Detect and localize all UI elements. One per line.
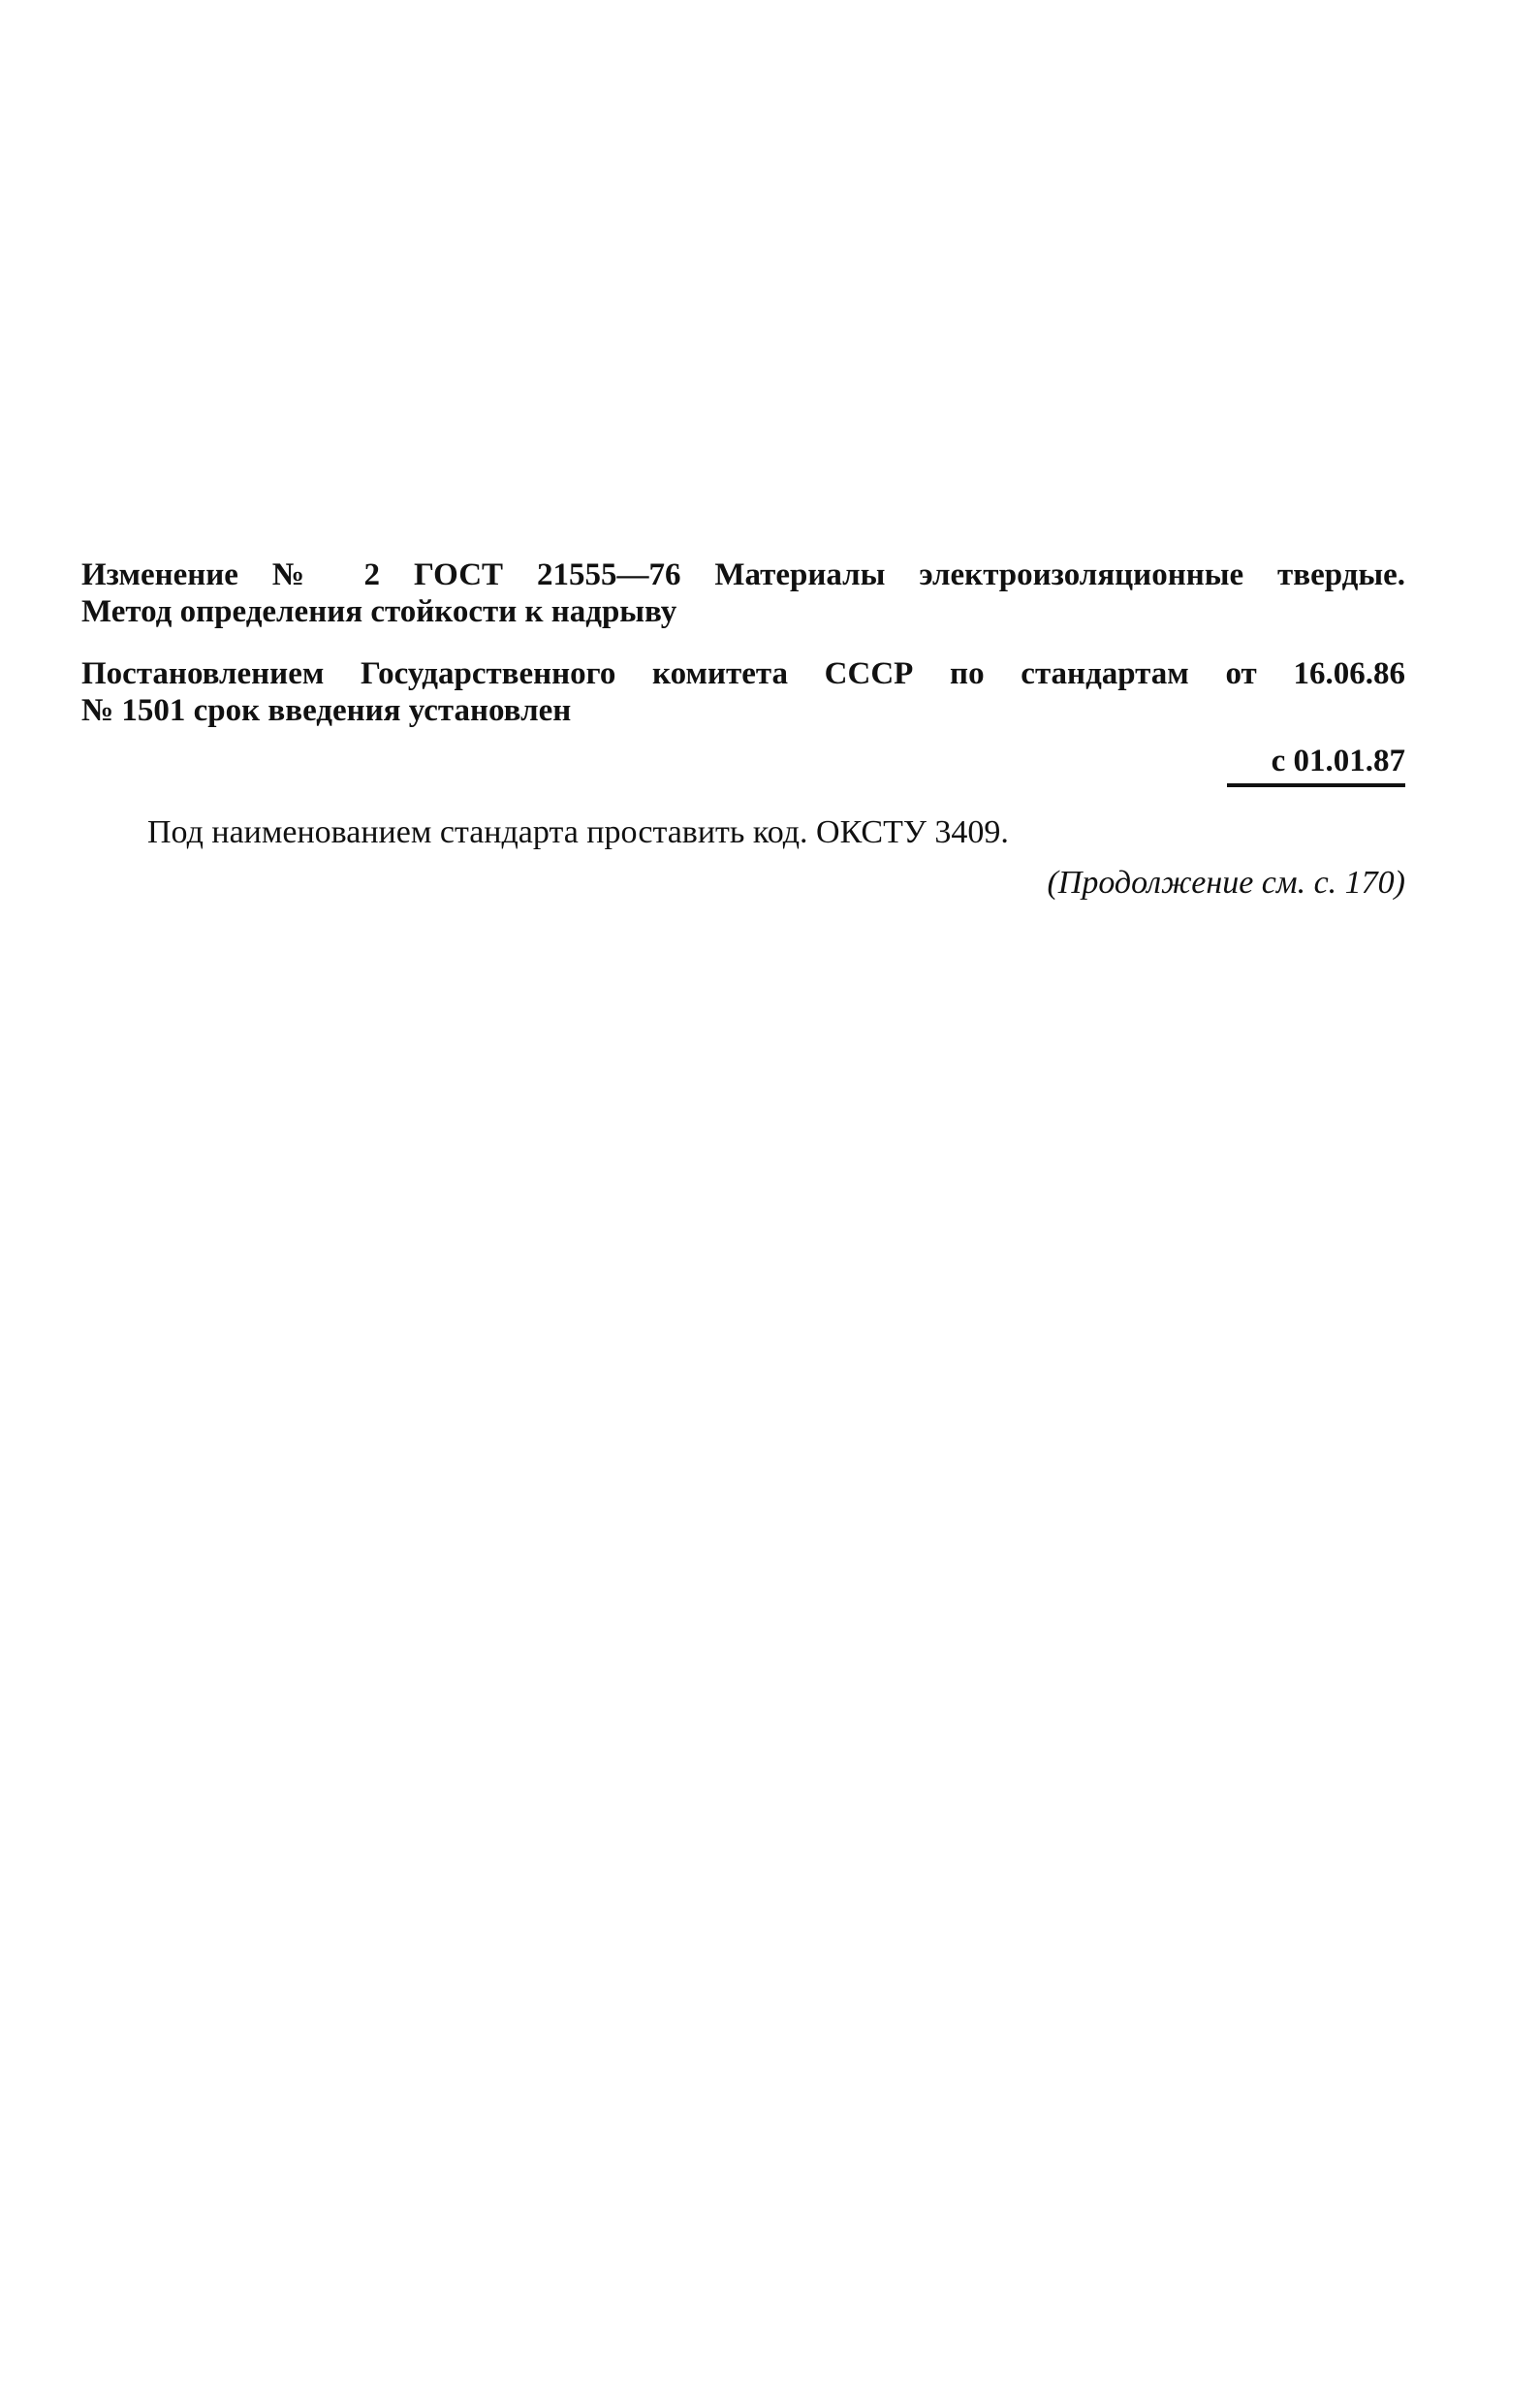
decree-statement bbox=[81, 655, 1405, 729]
effective-date-row bbox=[81, 743, 1405, 787]
amendment-title-line-2: Метод определения стойкости к надрыву bbox=[81, 594, 677, 629]
decree-line-2: № 1501 срок введения установлен bbox=[81, 693, 572, 728]
document-page bbox=[81, 556, 1405, 904]
amendment-instruction: Под наименованием стандарта проставить код. ОКСТУ 3409. bbox=[147, 814, 1009, 850]
amendment-title-line-1: Изменение № 2 ГОСТ 21555—76 Материалы электроизоляционные твердые. bbox=[81, 557, 1405, 592]
continuation-note: (Продолжение см. с. 170) bbox=[1047, 865, 1405, 901]
effective-date: с 01.01.87 bbox=[1227, 743, 1405, 787]
decree-line-1: Постановлением Государственного комитета СССР по стандартам от 16.06.86 bbox=[81, 656, 1405, 691]
amendment-title bbox=[81, 556, 1405, 630]
